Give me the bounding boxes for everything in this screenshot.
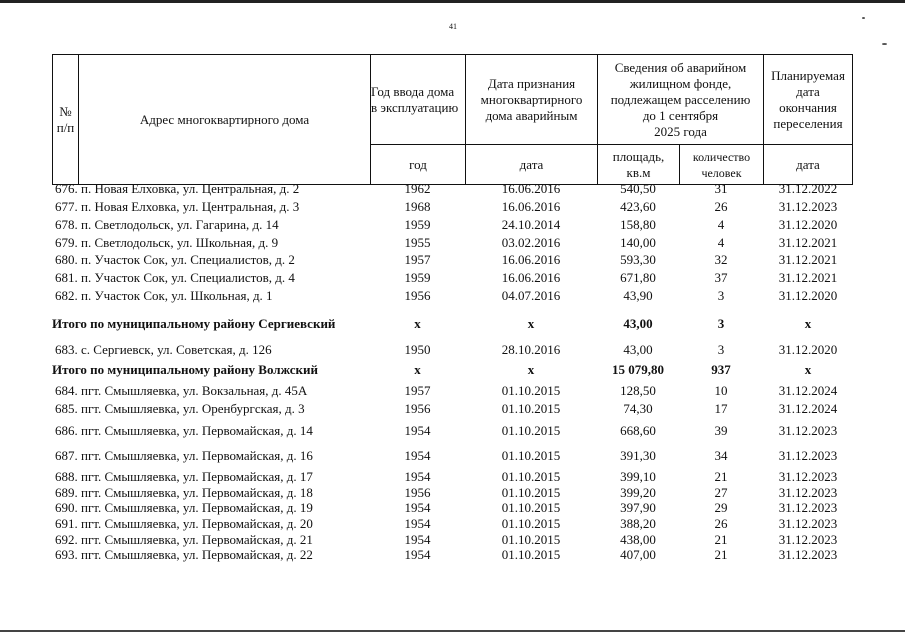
cell-year: х xyxy=(414,316,421,331)
cell-date: 01.10.2015 xyxy=(501,516,561,531)
header-num: № п/п xyxy=(56,103,75,135)
cell-address: Итого по муниципальному району Сергиевский xyxy=(52,316,336,331)
cell-year: 1968 xyxy=(404,199,431,214)
cell-planned: 31.12.2020 xyxy=(778,288,838,303)
cell-date: 16.06.2016 xyxy=(501,270,561,285)
header-recognition-date: Дата признания многоквартирного дома аварийным xyxy=(480,75,583,123)
header-address: Адрес многоквартирного дома xyxy=(139,111,310,127)
cell-date: 16.06.2016 xyxy=(501,199,561,214)
cell-date: 01.10.2015 xyxy=(501,401,561,416)
cell-address: 693. пгт. Смышляевка, ул. Первомайская, д. 22 xyxy=(55,547,313,562)
cell-planned: х xyxy=(804,362,812,377)
cell-planned: 31.12.2023 xyxy=(778,485,838,500)
cell-area: 15 079,80 xyxy=(612,362,664,377)
cell-date: 24.10.2014 xyxy=(501,217,561,232)
unit-year: год xyxy=(409,156,427,172)
cell-year: 1954 xyxy=(404,469,431,484)
cell-area: 540,50 xyxy=(620,181,656,196)
cell-area: 399,20 xyxy=(620,485,656,500)
cell-people: 26 xyxy=(714,516,728,531)
cell-address: 677. п. Новая Елховка, ул. Центральная, д. 3 xyxy=(55,199,300,214)
district-total-row xyxy=(52,362,853,378)
cell-area: 74,30 xyxy=(623,401,653,416)
cell-area: 43,00 xyxy=(623,342,653,357)
cell-date: 04.07.2016 xyxy=(501,288,561,303)
cell-address: 686. пгт. Смышляевка, ул. Первомайская, д. 14 xyxy=(55,423,313,438)
cell-people: 21 xyxy=(714,547,728,562)
cell-people: 39 xyxy=(714,423,728,438)
cell-date: 01.10.2015 xyxy=(501,383,561,398)
cell-year: 1956 xyxy=(404,485,431,500)
cell-area: 128,50 xyxy=(620,383,656,398)
table-row xyxy=(52,288,853,304)
cell-address: 684. пгт. Смышляевка, ул. Вокзальная, д. 45А xyxy=(55,383,308,398)
cell-area: 668,60 xyxy=(620,423,656,438)
cell-planned: 31.12.2024 xyxy=(778,401,838,416)
cell-address: 689. пгт. Смышляевка, ул. Первомайская, д. 18 xyxy=(55,485,313,500)
cell-people: 21 xyxy=(714,532,728,547)
table-row xyxy=(52,516,853,532)
cell-address: 683. с. Сергиевск, ул. Советская, д. 126 xyxy=(55,342,272,357)
header-planned-date: Планируемая дата окончания переселения xyxy=(771,67,845,131)
grid-line xyxy=(852,54,853,185)
cell-date: 01.10.2015 xyxy=(501,469,561,484)
cell-planned: 31.12.2023 xyxy=(778,469,838,484)
cell-planned: 31.12.2020 xyxy=(778,217,838,232)
cell-date: 28.10.2016 xyxy=(501,342,561,357)
table-header xyxy=(52,54,853,185)
cell-address: 679. п. Светлодольск, ул. Школьная, д. 9 xyxy=(55,235,279,250)
cell-planned: 31.12.2023 xyxy=(778,516,838,531)
cell-address: 685. пгт. Смышляевка, ул. Оренбургская, д. 3 xyxy=(55,401,305,416)
table-row xyxy=(52,423,853,439)
table-row xyxy=(52,500,853,516)
unit-date: дата xyxy=(519,156,544,172)
cell-date: 03.02.2016 xyxy=(501,235,561,250)
scan-speck xyxy=(882,43,887,45)
cell-area: 43,90 xyxy=(623,288,653,303)
cell-people: 31 xyxy=(714,181,728,196)
cell-address: 687. пгт. Смышляевка, ул. Первомайская, д. 16 xyxy=(55,448,313,463)
cell-planned: 31.12.2021 xyxy=(778,252,838,267)
cell-area: 397,90 xyxy=(620,500,656,515)
cell-people: 34 xyxy=(714,448,728,463)
header-year: Год ввода дома в эксплуатацию xyxy=(371,83,459,115)
table-row xyxy=(52,485,853,501)
cell-people: 29 xyxy=(714,500,728,515)
cell-area: 671,80 xyxy=(620,270,656,285)
cell-people: 937 xyxy=(711,362,731,377)
table-row xyxy=(52,181,853,197)
table-row xyxy=(52,401,853,417)
unit-people: количество человек xyxy=(692,149,751,180)
cell-area: 43,00 xyxy=(623,316,653,331)
table-row xyxy=(52,342,853,358)
cell-date: 01.10.2015 xyxy=(501,547,561,562)
cell-year: 1959 xyxy=(404,217,431,232)
cell-area: 399,10 xyxy=(620,469,656,484)
table-row xyxy=(52,235,853,251)
district-total-row xyxy=(52,316,853,332)
cell-date: 01.10.2015 xyxy=(501,423,561,438)
cell-people: 3 xyxy=(717,342,725,357)
cell-people: 3 xyxy=(717,288,725,303)
bottom-rule xyxy=(0,630,905,632)
top-rule xyxy=(0,0,905,3)
cell-planned: 31.12.2024 xyxy=(778,383,838,398)
cell-address: 690. пгт. Смышляевка, ул. Первомайская, д. 19 xyxy=(55,500,313,515)
cell-date: 01.10.2015 xyxy=(501,500,561,515)
cell-year: 1954 xyxy=(404,547,431,562)
table-row xyxy=(52,252,853,268)
cell-people: 10 xyxy=(714,383,728,398)
cell-year: 1962 xyxy=(404,181,431,196)
table-row xyxy=(52,448,853,464)
cell-planned: 31.12.2023 xyxy=(778,423,838,438)
cell-year: 1956 xyxy=(404,401,431,416)
cell-year: 1956 xyxy=(404,288,431,303)
cell-year: 1954 xyxy=(404,500,431,515)
cell-area: 438,00 xyxy=(620,532,656,547)
cell-address: 692. пгт. Смышляевка, ул. Первомайская, д. 21 xyxy=(55,532,313,547)
table-row xyxy=(52,270,853,286)
cell-people: 4 xyxy=(717,217,725,232)
cell-people: 21 xyxy=(714,469,728,484)
cell-year: 1955 xyxy=(404,235,431,250)
cell-planned: 31.12.2022 xyxy=(778,181,838,196)
cell-address: 678. п. Светлодольск, ул. Гагарина, д. 14 xyxy=(55,217,279,232)
header-fund-info: Сведения об аварийном жилищном фонде, подлежащем расселению до 1 сентября 2025 года xyxy=(610,59,751,139)
cell-area: 407,00 xyxy=(620,547,656,562)
cell-address: 676. п. Новая Елховка, ул. Центральная, д. 2 xyxy=(55,181,300,196)
cell-planned: 31.12.2021 xyxy=(778,270,838,285)
cell-planned: 31.12.2023 xyxy=(778,500,838,515)
cell-area: 423,60 xyxy=(620,199,656,214)
unit-planned: дата xyxy=(796,156,820,172)
cell-date: 01.10.2015 xyxy=(501,485,561,500)
cell-date: 01.10.2015 xyxy=(501,532,561,547)
scan-speck xyxy=(862,17,865,19)
cell-people: 4 xyxy=(717,235,725,250)
cell-people: 26 xyxy=(714,199,728,214)
cell-people: 17 xyxy=(714,401,728,416)
cell-planned: 31.12.2023 xyxy=(778,448,838,463)
cell-planned: 31.12.2021 xyxy=(778,235,838,250)
cell-area: 391,30 xyxy=(620,448,656,463)
cell-planned: 31.12.2023 xyxy=(778,199,838,214)
table-row xyxy=(52,547,853,563)
cell-year: 1954 xyxy=(404,516,431,531)
table-row xyxy=(52,217,853,233)
cell-people: 32 xyxy=(714,252,728,267)
cell-people: 3 xyxy=(717,316,725,331)
unit-area: площадь, кв.м xyxy=(612,148,665,180)
cell-date: х xyxy=(527,316,535,331)
cell-people: 37 xyxy=(714,270,728,285)
cell-planned: х xyxy=(804,316,812,331)
cell-year: 1954 xyxy=(404,532,431,547)
cell-year: х xyxy=(414,362,421,377)
cell-area: 593,30 xyxy=(620,252,656,267)
cell-area: 158,80 xyxy=(620,217,656,232)
cell-address: 680. п. Участок Сок, ул. Специалистов, д. 2 xyxy=(55,252,295,267)
cell-year: 1957 xyxy=(404,383,431,398)
cell-date: 16.06.2016 xyxy=(501,252,561,267)
cell-year: 1957 xyxy=(404,252,431,267)
cell-year: 1954 xyxy=(404,423,431,438)
cell-area: 140,00 xyxy=(620,235,656,250)
table-row xyxy=(52,383,853,399)
table-row xyxy=(52,199,853,215)
cell-year: 1954 xyxy=(404,448,431,463)
cell-address: 681. п. Участок Сок, ул. Специалистов, д. 4 xyxy=(55,270,295,285)
cell-year: 1950 xyxy=(404,342,431,357)
cell-address: 688. пгт. Смышляевка, ул. Первомайская, д. 17 xyxy=(55,469,313,484)
cell-address: 691. пгт. Смышляевка, ул. Первомайская, д. 20 xyxy=(55,516,313,531)
table-row xyxy=(52,532,853,548)
cell-people: 27 xyxy=(714,485,728,500)
cell-area: 388,20 xyxy=(620,516,656,531)
table-row xyxy=(52,469,853,485)
page-number: 41 xyxy=(449,22,457,31)
cell-date: 16.06.2016 xyxy=(501,181,561,196)
cell-planned: 31.12.2020 xyxy=(778,342,838,357)
cell-address: Итого по муниципальному району Волжский xyxy=(52,362,319,377)
cell-year: 1959 xyxy=(404,270,431,285)
cell-planned: 31.12.2023 xyxy=(778,532,838,547)
cell-address: 682. п. Участок Сок, ул. Школьная, д. 1 xyxy=(55,288,273,303)
cell-date: 01.10.2015 xyxy=(501,448,561,463)
cell-planned: 31.12.2023 xyxy=(778,547,838,562)
cell-date: х xyxy=(527,362,535,377)
